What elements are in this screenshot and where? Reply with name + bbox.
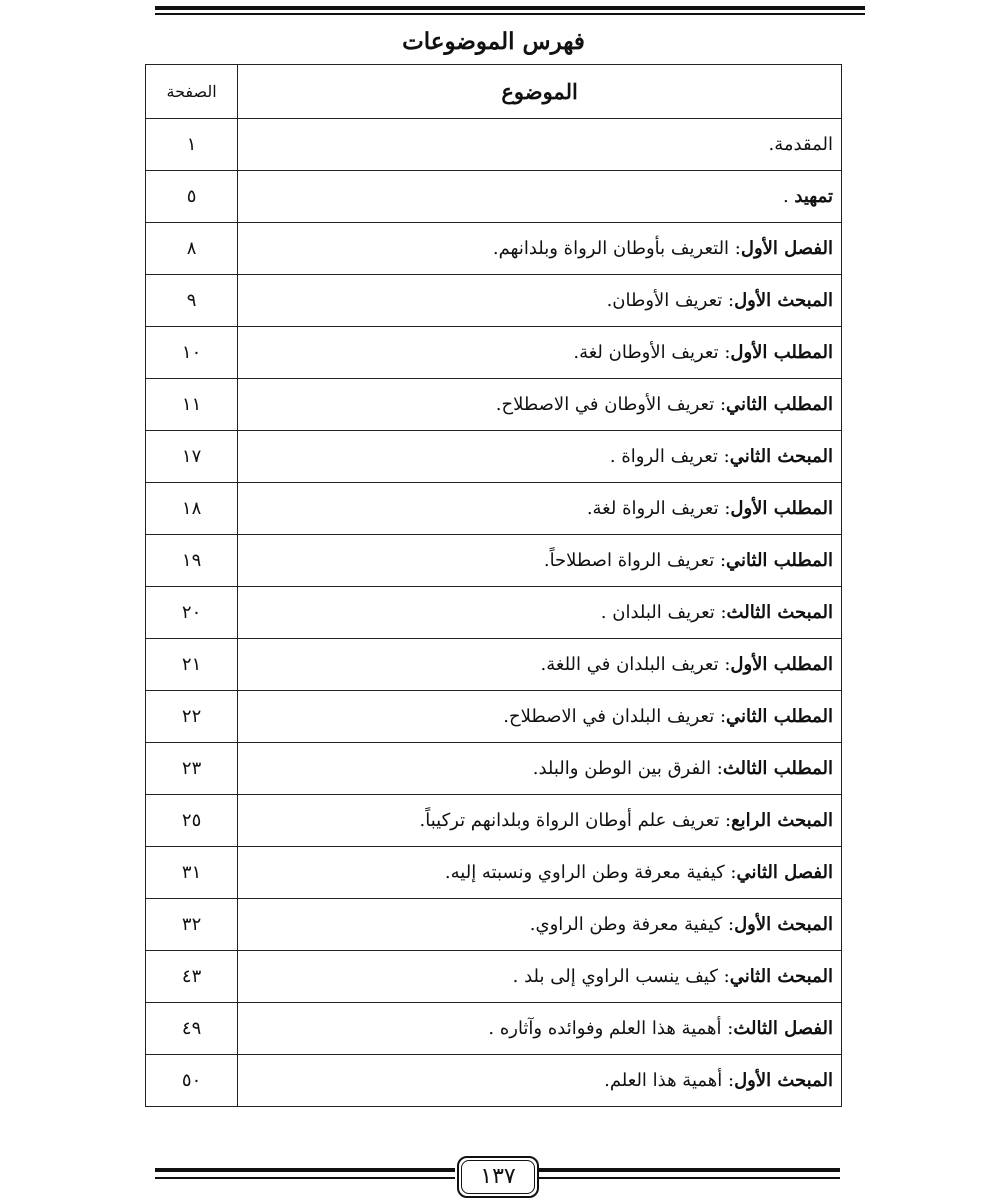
- page-footer: [155, 1156, 840, 1196]
- topic-cell: [238, 119, 842, 171]
- table-row: [146, 795, 842, 847]
- topic-text: : كيفية معرفة وطن الراوي.: [529, 914, 735, 935]
- topic-cell: [238, 535, 842, 587]
- topic-label: الفصل الثاني: [736, 862, 833, 883]
- page-cell: ٩: [146, 275, 238, 327]
- topic-text: : تعريف البلدان في الاصطلاح.: [503, 706, 727, 727]
- topic-cell: [238, 899, 842, 951]
- topic-cell: [238, 795, 842, 847]
- topic-cell: [238, 587, 842, 639]
- table-row: [146, 483, 842, 535]
- topic-cell: [238, 1003, 842, 1055]
- page-cell: ١١: [146, 379, 238, 431]
- topic-label: المبحث الأول: [734, 290, 833, 311]
- topic-label: المبحث الأول: [734, 914, 833, 935]
- topic-text: : تعريف الأوطان.: [606, 290, 735, 311]
- topic-cell: [238, 1055, 842, 1107]
- page-cell: ٢٠: [146, 587, 238, 639]
- topic-label: المطلب الثالث: [722, 758, 833, 779]
- table-row: [146, 275, 842, 327]
- topic-label: المبحث الثاني: [729, 966, 833, 987]
- topic-label: المطلب الأول: [730, 654, 833, 675]
- topic-text: المقدمة.: [768, 134, 833, 155]
- contents-table: [145, 64, 842, 1107]
- page-cell: ٢٣: [146, 743, 238, 795]
- topic-text: : الفرق بين الوطن والبلد.: [532, 758, 723, 779]
- topic-label: الفصل الأول: [740, 238, 833, 259]
- table-row: [146, 587, 842, 639]
- topic-text: : تعريف الرواة لغة.: [586, 498, 731, 519]
- topic-text: : تعريف علم أوطان الرواة وبلدانهم تركيباً.: [419, 810, 732, 831]
- table-row: [146, 1003, 842, 1055]
- topic-text: : كيف ينسب الراوي إلى بلد .: [512, 966, 730, 987]
- table-row: [146, 223, 842, 275]
- topic-text: : تعريف البلدان .: [600, 602, 727, 623]
- table-row: [146, 327, 842, 379]
- table-row: [146, 691, 842, 743]
- page-cell: ٢١: [146, 639, 238, 691]
- page-cell: ١٨: [146, 483, 238, 535]
- topic-cell: [238, 483, 842, 535]
- top-decorative-rule: [155, 6, 865, 18]
- page-cell: ٣١: [146, 847, 238, 899]
- topic-label: المبحث الثالث: [726, 602, 833, 623]
- topic-label: المبحث الثاني: [729, 446, 833, 467]
- topic-label: المبحث الرابع: [731, 810, 833, 831]
- page-cell: ٤٣: [146, 951, 238, 1003]
- topic-label: المبحث الأول: [734, 1070, 833, 1091]
- page-cell: ١٧: [146, 431, 238, 483]
- topic-cell: [238, 379, 842, 431]
- topic-label: المطلب الثاني: [726, 706, 833, 727]
- footer-rule-right-thick: [539, 1168, 840, 1172]
- topic-text: : كيفية معرفة وطن الراوي ونسبته إليه.: [444, 862, 737, 883]
- header-topic: الموضوع: [238, 65, 842, 119]
- topic-cell: [238, 639, 842, 691]
- topic-text: : تعريف الرواة .: [609, 446, 730, 467]
- topic-cell: [238, 691, 842, 743]
- table-row: [146, 535, 842, 587]
- topic-text: : تعريف الأوطان لغة.: [573, 342, 731, 363]
- table-row: [146, 379, 842, 431]
- table-row: [146, 899, 842, 951]
- footer-rule-right-thin: [539, 1177, 840, 1179]
- page-cell: ٥: [146, 171, 238, 223]
- topic-cell: [238, 743, 842, 795]
- table-row: [146, 171, 842, 223]
- page-cell: ٤٩: [146, 1003, 238, 1055]
- topic-label: المطلب الأول: [730, 498, 833, 519]
- topic-cell: [238, 223, 842, 275]
- topic-text: : تعريف الأوطان في الاصطلاح.: [495, 394, 727, 415]
- topic-label: المطلب الثاني: [726, 550, 833, 571]
- table-body: [146, 119, 842, 1107]
- table-header-row: [146, 65, 842, 119]
- page-number: ١٣٧: [457, 1156, 539, 1198]
- page-title: فهرس الموضوعات: [402, 28, 585, 55]
- topic-label: المطلب الثاني: [726, 394, 833, 415]
- topic-cell: [238, 431, 842, 483]
- page-cell: ١: [146, 119, 238, 171]
- topic-label: تمهيد: [794, 186, 833, 207]
- table-row: [146, 951, 842, 1003]
- page-cell: ١٠: [146, 327, 238, 379]
- topic-text: .: [782, 186, 795, 207]
- page-cell: ٥٠: [146, 1055, 238, 1107]
- topic-cell: [238, 327, 842, 379]
- table-row: [146, 119, 842, 171]
- topic-cell: [238, 951, 842, 1003]
- topic-cell: [238, 847, 842, 899]
- table-row: [146, 743, 842, 795]
- topic-label: الفصل الثالث: [733, 1018, 833, 1039]
- top-rule-thick: [155, 6, 865, 10]
- page-cell: ٢٥: [146, 795, 238, 847]
- table-row: [146, 639, 842, 691]
- top-rule-thin: [155, 13, 865, 15]
- page-cell: ٢٢: [146, 691, 238, 743]
- page-cell: ١٩: [146, 535, 238, 587]
- topic-cell: [238, 171, 842, 223]
- topic-text: : أهمية هذا العلم وفوائده وآثاره .: [488, 1018, 734, 1039]
- footer-rule-left-thin: [155, 1177, 455, 1179]
- topic-text: : التعريف بأوطان الرواة وبلدانهم.: [492, 238, 741, 259]
- topic-cell: [238, 275, 842, 327]
- table-row: [146, 431, 842, 483]
- topic-text: : أهمية هذا العلم.: [604, 1070, 735, 1091]
- header-page: الصفحة: [146, 65, 238, 119]
- page-cell: ٨: [146, 223, 238, 275]
- topic-label: المطلب الأول: [730, 342, 833, 363]
- table-row: [146, 1055, 842, 1107]
- topic-text: : تعريف البلدان في اللغة.: [540, 654, 731, 675]
- topic-text: : تعريف الرواة اصطلاحاً.: [543, 550, 727, 571]
- table-row: [146, 847, 842, 899]
- page-cell: ٣٢: [146, 899, 238, 951]
- footer-rule-left-thick: [155, 1168, 455, 1172]
